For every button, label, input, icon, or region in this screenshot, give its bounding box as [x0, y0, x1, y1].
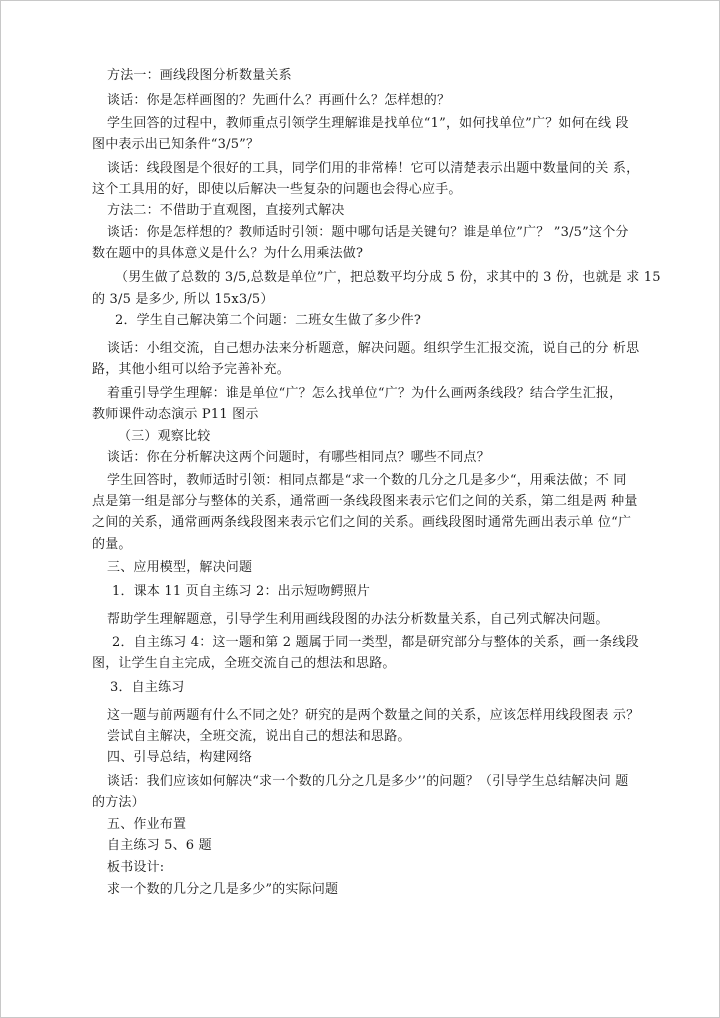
text-line-32: 谈话：我们应该如何解决“求一个数的几分之几是多少’’的问题？（引导学生总结解决问 题 — [107, 774, 629, 789]
text-line-23: 三、应用模型，解决问题 — [107, 560, 253, 575]
text-line-13: 谈话：小组交流，自己想办法来分析题意，解决问题。组织学生汇报交流，说自己的分 析思 — [107, 341, 640, 356]
text-line-11: 的 3/5 是多少, 所以 15x3/5） — [92, 292, 274, 307]
text-line-5: 谈话：线段图是个很好的工具，同学们用的非常棒！它可以清楚表示出题中数量间的关 系， — [107, 161, 640, 176]
text-line-28: 3．自主练习 — [110, 680, 185, 695]
text-line-8: 谈话：你是怎样想的？教师适时引领：题中哪句话是关键句？谁是单位”广？ ”3/5”这个分 — [107, 225, 629, 240]
text-line-15: 着重引导学生理解：谁是单位“广？怎么找单位“广？为什么画两条线段？结合学生汇报， — [107, 386, 623, 401]
text-line-26: 2．自主练习 4：这一题和第 2 题属于同一类型，都是研究部分与整体的关系，画一条线段 — [112, 635, 639, 650]
text-line-14: 路，其他小组可以给予完善补充。 — [92, 362, 291, 377]
text-line-2: 谈话：你是怎样画图的？先画什么？再画什么？怎样想的？ — [107, 93, 451, 108]
text-line-34: 五、作业布置 — [107, 817, 187, 832]
text-line-6: 这个工具用的好，即使以后解决一些复杂的问题也会得心应手。 — [92, 182, 462, 197]
text-line-9: 数在题中的具体意义是什么？为什么用乘法做? — [92, 246, 364, 261]
text-line-19: 学生回答时，教师适时引领：相同点都是“求一个数的几分之几是多少“，用乘法做；不 同 — [107, 473, 627, 488]
text-line-31: 四、引导总结，构建网络 — [107, 750, 253, 765]
text-line-17: （三）观察比较 — [118, 429, 211, 444]
text-line-7: 方法二：不借助于直观图，直接列式解决 — [107, 203, 345, 218]
text-line-21: 之间的关系，通常画两条线段图来表示它们之间的关系。画线段图时通常先画出表示单 位“广 — [92, 515, 632, 530]
text-line-24: 1．课本 11 页自主练习 2：出示短吻鳄照片 — [112, 584, 371, 599]
text-line-36: 板书设计: — [107, 860, 165, 875]
text-line-27: 图，让学生自主完成，全班交流自己的想法和思路。 — [92, 656, 396, 671]
text-line-37: 求一个数的几分之几是多少”的实际问题 — [107, 882, 339, 897]
text-line-12: 2．学生自己解决第二个问题：二班女生做了多少件? — [115, 313, 422, 328]
text-line-35: 自主练习 5、6 题 — [107, 838, 212, 853]
text-line-20: 点是第一组是部分与整体的关系，通常画一条线段图来表示它们之间的关系，第二组是两 种量 — [92, 494, 638, 509]
text-line-33: 的方法） — [92, 795, 145, 810]
text-line-16: 教师课件动态演示 P11 图示 — [92, 407, 259, 422]
text-line-29: 这一题与前两题有什么不同之处？研究的是两个数量之间的关系，应该怎样用线段图表 示？ — [107, 708, 640, 723]
text-line-30: 尝试自主解决，全班交流，说出自己的想法和思路。 — [107, 729, 411, 744]
text-line-10: （男生做了总数的 3/5,总数是单位”广，把总数平均分成 5 份，求其中的 3 份，也就是 求 15 — [115, 270, 661, 285]
text-line-25: 帮助学生理解题意，引导学生利用画线段图的办法分析数量关系，自己列式解决问题。 — [107, 612, 609, 627]
text-line-18: 谈话：你在分析解决这两个问题时，有哪些相同点？哪些不同点？ — [107, 450, 490, 465]
text-line-3: 学生回答的过程中，教师重点引领学生理解谁是找单位“1”，如何找单位”广？如何在线 段 — [107, 116, 629, 131]
text-line-22: 的量。 — [92, 537, 132, 552]
text-line-4: 图中表示出已知条件“3/5”？ — [92, 137, 260, 152]
text-line-1: 方法一：画线段图分析数量关系 — [107, 68, 292, 83]
